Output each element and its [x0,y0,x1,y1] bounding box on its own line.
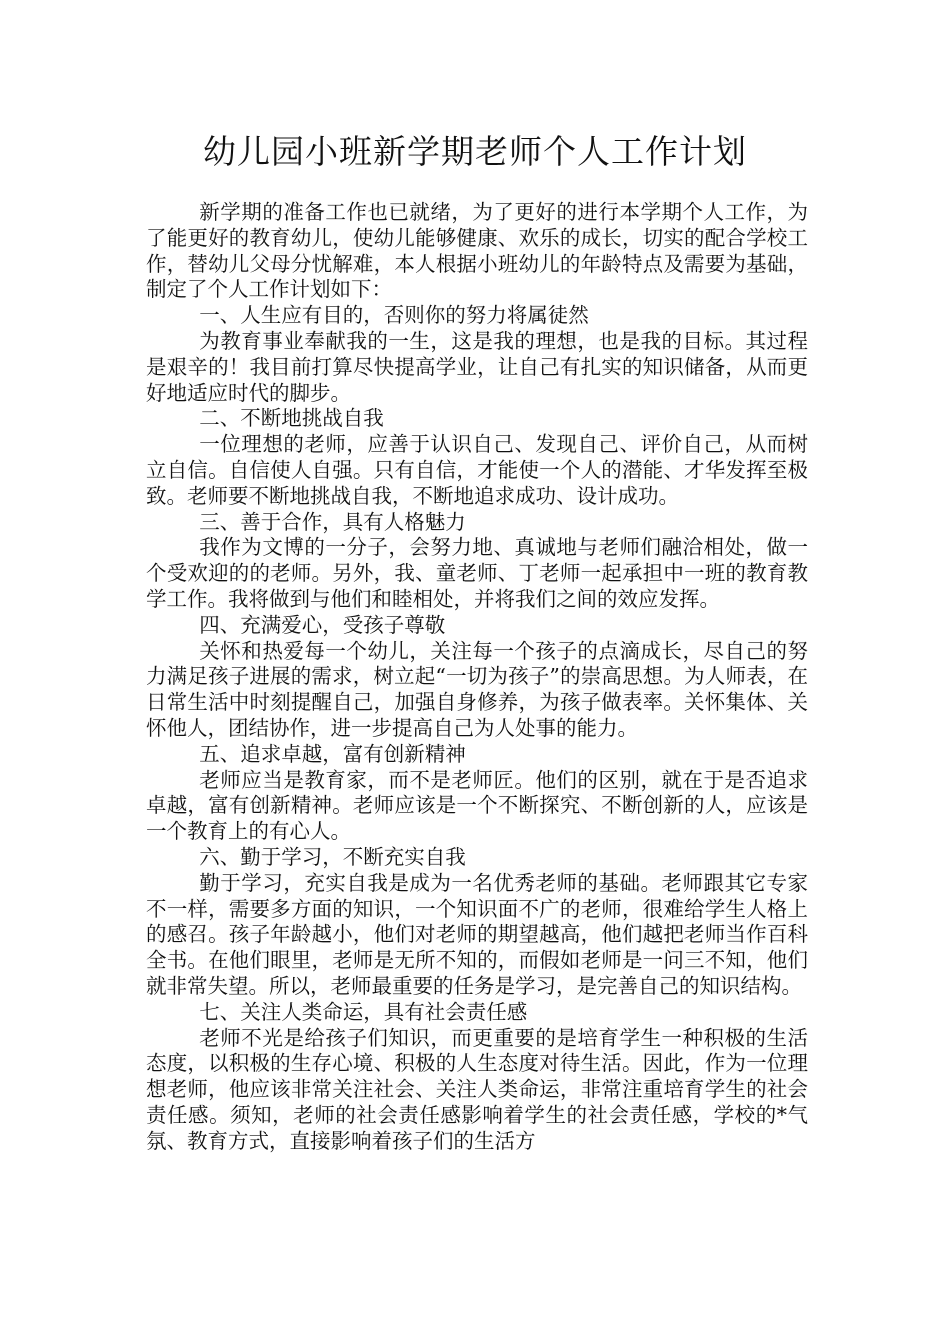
section-heading: 四、充满爱心，受孩子尊敬 [199,612,446,637]
section-heading: 六、勤于学习，不断充实自我 [199,844,466,869]
section-heading: 五、追求卓越，富有创新精神 [199,741,466,766]
section-heading: 一、人生应有目的，否则你的努力将属徒然 [199,303,589,328]
section-heading: 三、善于合作，具有人格魅力 [199,509,466,534]
section-paragraph: 老师应当是教育家，而不是老师匠。他们的区别，就在于是否追求卓越，富有创新精神。老师应该是一个不断探究、不断创新的人，应该是一个教育上的有心人。 [146,767,808,844]
section-paragraph: 关怀和热爱每一个幼儿，关注每一个孩子的点滴成长，尽自己的努力满足孩子进展的需求，树立起“一切为孩子”的崇高思想。为人师表，在日常生活中时刻提醒自己，加强自身修养，为孩子做表率。关怀集体、关怀他人，团结协作，进一步提高自己为人处事的能力。 [146,638,808,740]
section-heading: 七、关注人类命运，具有社会责任感 [199,999,528,1024]
document-body [146,200,808,1154]
section-paragraph: 我作为文博的一分子，会努力地、真诚地与老师们融洽相处，做一个受欢迎的的老师。另外，我、童老师、丁老师一起承担中一班的教育教学工作。我将做到与他们和睦相处，并将我们之间的效应发挥。 [146,535,808,611]
section-paragraph: 勤于学习，充实自我是成为一名优秀老师的基础。老师跟其它专家不一样，需要多方面的知识，一个知识面不广的老师，很难给学生人格上的感召。孩子年龄越小，他们对老师的期望越高，他们越把老师当作百科全书。在他们眼里，老师是无所不知的，而假如老师是一问三不知，他们就非常失望。所以，老师最重要的任务是学习，是完善自己的知识结构。 [146,870,808,998]
section-paragraph: 为教育事业奉献我的一生，这是我的理想，也是我的目标。其过程是艰辛的！我目前打算尽快提高学业，让自己有扎实的知识储备，从而更好地适应时代的脚步。 [146,328,808,405]
section-paragraph: 老师不光是给孩子们知识，而更重要的是培育学生一种积极的生活态度，以积极的生存心境、积极的人生态度对待生活。因此，作为一位理想老师，他应该非常关注社会、关注人类命运，非常注重培育学生的社会责任感。须知，老师的社会责任感影响着学生的社会责任感，学校的*气氛、教育方式，直接影响着孩子们的生活方 [146,1025,808,1153]
intro-paragraph: 新学期的准备工作也已就绪，为了更好的进行本学期个人工作，为了能更好的教育幼儿，使幼儿能够健康、欢乐的成长，切实的配合学校工作，替幼儿父母分忧解难，本人根据小班幼儿的年龄特点及需要为基础，制定了个人工作计划如下： [146,200,808,302]
section-heading: 二、不断地挑战自我 [199,406,384,431]
document-title: 幼儿园小班新学期老师个人工作计划 [203,132,747,171]
section-paragraph: 一位理想的老师，应善于认识自己、发现自己、评价自己，从而树立自信。自信使人自强。只有自信，才能使一个人的潜能、才华发挥至极致。老师要不断地挑战自我，不断地追求成功、设计成功。 [146,432,808,508]
